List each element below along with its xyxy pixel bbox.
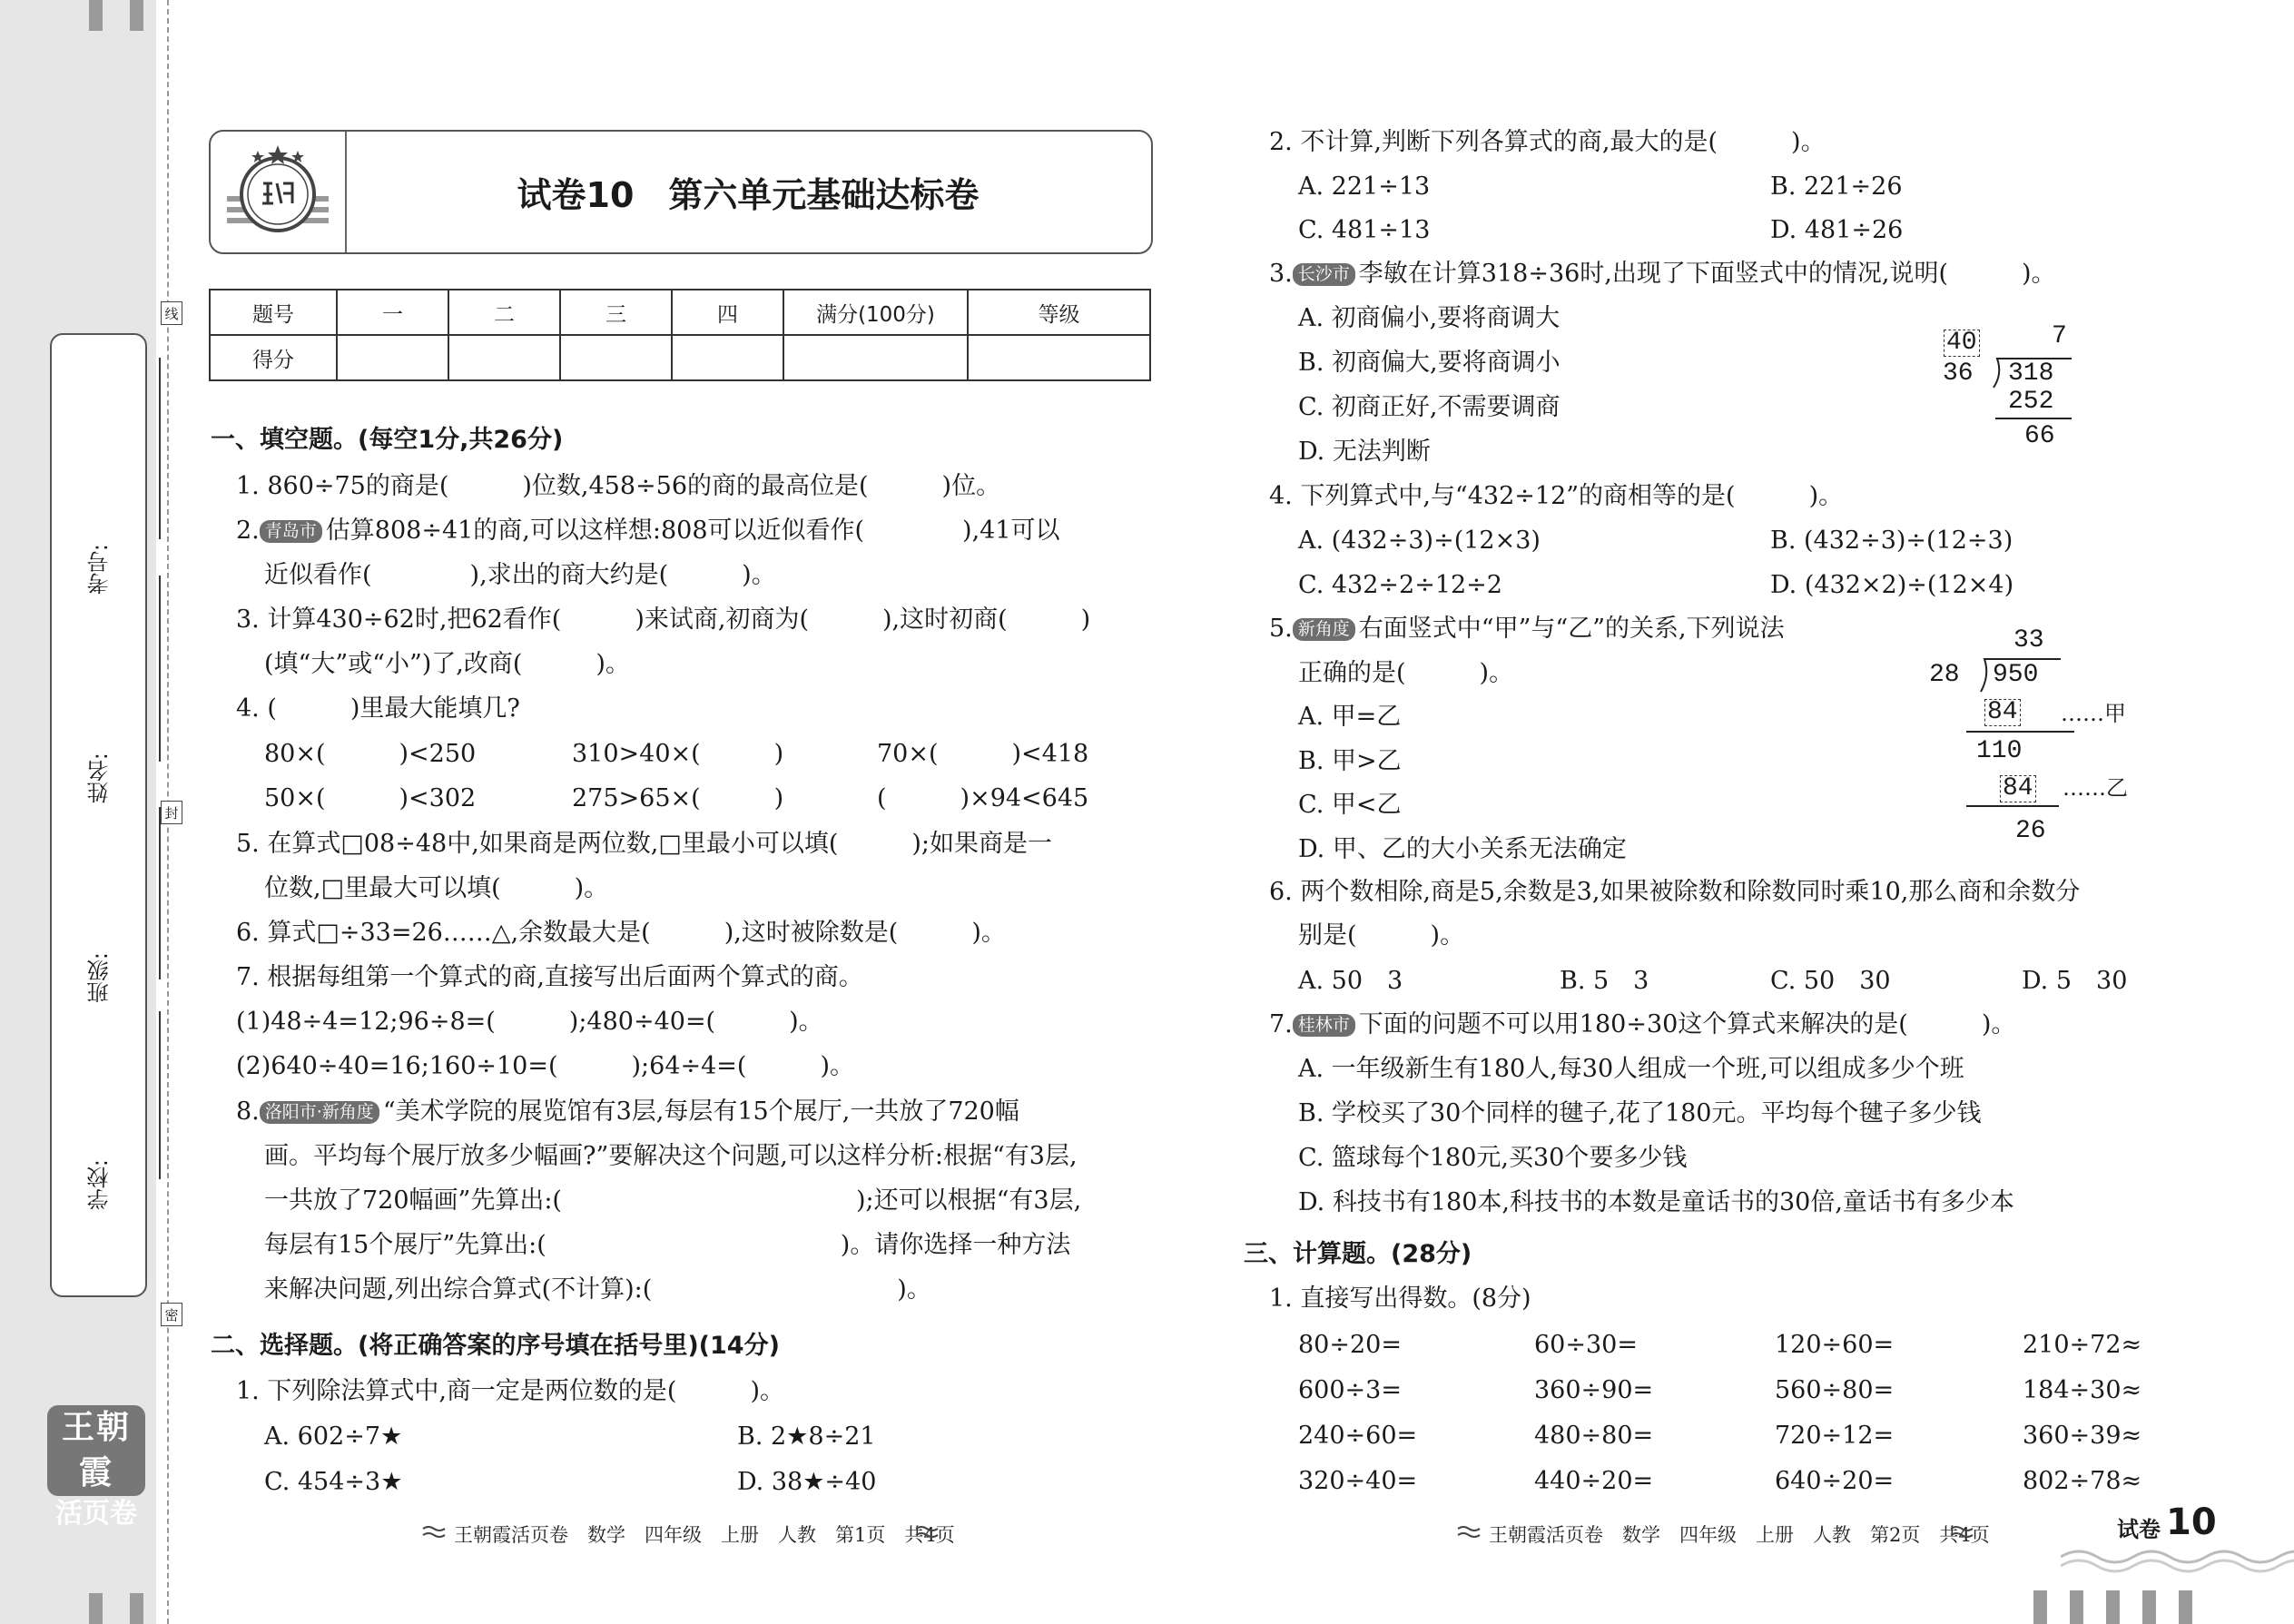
division-bracket xyxy=(1925,625,2161,851)
question-text: 1. 860÷75的商是( )位数,458÷56的商的最高位是( )位。 xyxy=(236,472,1001,500)
paper-label: 试卷 xyxy=(2117,1517,2161,1542)
section-fill-in-heading: 一、填空题。(每空1分,共26分) xyxy=(211,426,564,454)
calc-item: 320÷40= xyxy=(1298,1467,1418,1495)
choice-option: C. 篮球每个180元,买30个要多少钱 xyxy=(1298,1144,1688,1172)
name-input-line[interactable] xyxy=(159,576,161,762)
choice-option: B. 5 3 xyxy=(1560,967,1649,995)
question-text xyxy=(1269,1010,2015,1039)
partial-remainder: 110 xyxy=(1976,737,2023,765)
dividend: 318 xyxy=(2008,359,2054,388)
choice-option: A. 一年级新生有180人,每30人组成一个班,可以组成多少个班 xyxy=(1298,1055,1964,1083)
class-input-line[interactable] xyxy=(159,807,161,979)
edge-mark xyxy=(2033,1590,2047,1624)
section-calc-heading: 三、计算题。(28分) xyxy=(1244,1240,1472,1268)
long-division-2 xyxy=(1925,625,2161,851)
question-text: 2. 不计算,判断下列各算式的商,最大的是( )。 xyxy=(1269,128,1826,156)
cut-mark-secret: 密 xyxy=(161,1303,182,1326)
score-cell[interactable] xyxy=(560,335,672,380)
choice-option: B. (432÷3)÷(12÷3) xyxy=(1770,527,2013,555)
question-number: 8. xyxy=(236,1097,260,1126)
question-text: 1. 下列除法算式中,商一定是两位数的是( )。 xyxy=(236,1377,784,1405)
choice-option: C. 432÷2÷12÷2 xyxy=(1298,571,1502,599)
brand-subtitle: 活页卷 xyxy=(55,1498,137,1530)
label-yi: ……乙 xyxy=(2063,775,2128,801)
calc-item: 720÷12= xyxy=(1775,1422,1895,1450)
calc-item: 184÷30≈ xyxy=(2023,1376,2142,1404)
choice-option: C. 454÷3★ xyxy=(264,1468,403,1496)
edge-mark xyxy=(130,0,143,31)
cut-mark-line: 线 xyxy=(161,301,182,325)
question-number: 5. xyxy=(1269,615,1293,643)
score-cell[interactable] xyxy=(337,335,448,380)
question-text: 正确的是( )。 xyxy=(1298,659,1514,687)
calc-item: 240÷60= xyxy=(1298,1422,1418,1450)
calc-item: 80÷20= xyxy=(1298,1331,1402,1359)
question-body: “美术学院的展览馆有3层,每层有15个展厅,一共放了720幅 xyxy=(382,1097,1019,1126)
choice-option: A. 221÷13 xyxy=(1298,172,1431,201)
region-tag: 桂林市 xyxy=(1293,1014,1355,1037)
choice-option: A. 甲=乙 xyxy=(1298,703,1402,731)
score-cell[interactable] xyxy=(672,335,783,380)
question-number: 3. xyxy=(1269,260,1293,288)
question-text xyxy=(236,1097,1019,1127)
question-text: 来解决问题,列出综合算式(不计算):( )。 xyxy=(264,1275,931,1304)
school-input-line[interactable] xyxy=(159,1011,161,1179)
edge-mark xyxy=(130,1593,143,1624)
question-text: (1)48÷4=12;96÷8=( );480÷40=( )。 xyxy=(236,1008,823,1036)
question-text: 一共放了720幅画”先算出:( );还可以根据“有3层, xyxy=(264,1186,1082,1215)
partial-product-jia: 84 xyxy=(1984,699,2021,726)
calc-item: 210÷72≈ xyxy=(2023,1331,2142,1359)
region-tag: 青岛市 xyxy=(260,520,322,543)
question-text: (填“大”或“小”)了,改商( )。 xyxy=(264,650,630,678)
choice-option: D. (432×2)÷(12×4) xyxy=(1770,571,2014,599)
region-tag: 新角度 xyxy=(1293,618,1355,641)
score-header-cell: 等级 xyxy=(968,290,1150,335)
final-remainder: 26 xyxy=(2015,817,2046,845)
edge-mark xyxy=(2179,1590,2192,1624)
choice-option: D. 无法判断 xyxy=(1298,438,1431,466)
score-header-cell: 二 xyxy=(448,290,560,335)
choice-option: A. 初商偏小,要将商调大 xyxy=(1298,304,1561,332)
score-row-label: 得分 xyxy=(210,335,337,380)
question-text: 6. 两个数相除,商是5,余数是3,如果被除数和除数同时乘10,那么商和余数分 xyxy=(1269,878,2081,906)
student-info-card xyxy=(50,333,147,1297)
calc-item: 600÷3= xyxy=(1298,1376,1402,1404)
inequality: 70×( )<418 xyxy=(877,740,1089,768)
question-body: 右面竖式中“甲”与“乙”的关系,下列说法 xyxy=(1358,615,1785,643)
score-cell[interactable] xyxy=(448,335,560,380)
question-text: 近似看作( ),求出的商大约是( )。 xyxy=(264,561,776,589)
choice-option: D. 甲、乙的大小关系无法确定 xyxy=(1298,835,1627,863)
choice-option: C. 481÷13 xyxy=(1298,216,1431,244)
exam-number-label: 考号: xyxy=(87,544,113,595)
question-text: 别是( )。 xyxy=(1298,921,1465,950)
choice-option: B. 学校买了30个同样的毽子,花了180元。平均每个毽子多少钱 xyxy=(1298,1099,1982,1127)
calc-item: 560÷80= xyxy=(1775,1376,1895,1404)
paper-number: 10 xyxy=(2166,1501,2217,1543)
partial-product-yi: 84 xyxy=(2000,775,2036,802)
score-header-cell: 一 xyxy=(337,290,448,335)
edge-mark xyxy=(2070,1590,2083,1624)
choice-option: C. 50 30 xyxy=(1770,967,1891,995)
calc-item: 360÷39≈ xyxy=(2023,1422,2142,1450)
calc-item: 480÷80= xyxy=(1534,1422,1654,1450)
wave-icon xyxy=(1457,1525,1481,1540)
choice-option: A. (432÷3)÷(12×3) xyxy=(1298,527,1541,555)
wave-icon xyxy=(1950,1525,1974,1540)
question-text: 画。平均每个展厅放多少幅画?”要解决这个问题,可以这样分析:根据“有3层, xyxy=(264,1142,1078,1170)
school-label: 学校: xyxy=(87,1159,113,1211)
edge-mark xyxy=(89,1593,103,1624)
exam-number-input-line[interactable] xyxy=(159,358,161,539)
question-text: 5. 在算式□08÷48中,如果商是两位数,□里最小可以填( );如果商是一 xyxy=(236,830,1053,858)
choice-option: B. 2★8÷21 xyxy=(737,1422,876,1451)
inequality: 275>65×( ) xyxy=(572,784,784,812)
score-header-cell: 三 xyxy=(560,290,672,335)
region-tag: 洛阳市·新角度 xyxy=(260,1101,379,1124)
page-footer: 王朝霞活页卷 数学 四年级 上册 人教 第2页 共4页 xyxy=(1489,1524,1990,1546)
inequality: 80×( )<250 xyxy=(264,740,477,768)
calc-item: 60÷30= xyxy=(1534,1331,1638,1359)
question-text: 位数,□里最大可以填( )。 xyxy=(264,874,609,902)
question-text: 3. 计算430÷62时,把62看作( )来试商,初商为( ),这时初商( ) xyxy=(236,605,1091,634)
school-emblem-icon xyxy=(227,143,329,245)
region-tag: 长沙市 xyxy=(1293,263,1355,286)
choice-option: B. 221÷26 xyxy=(1770,172,1903,201)
score-header-cell: 四 xyxy=(672,290,783,335)
question-text xyxy=(236,517,1060,546)
name-label: 姓名: xyxy=(87,753,113,804)
question-number: 7. xyxy=(1269,1010,1293,1038)
choice-option: A. 602÷7★ xyxy=(264,1422,403,1451)
page-title: 试卷10 第六单元基础达标卷 xyxy=(517,175,980,215)
score-header-cell: 满分(100分) xyxy=(783,290,968,335)
choice-option: B. 甲>乙 xyxy=(1298,747,1402,775)
cut-mark-seal: 封 xyxy=(161,801,182,824)
question-text: 1. 直接写出得数。(8分) xyxy=(1269,1284,1531,1313)
question-text: 7. 根据每组第一个算式的商,直接写出后面两个算式的商。 xyxy=(236,963,863,991)
edge-mark xyxy=(89,0,103,31)
divisor: 28 xyxy=(1929,661,1960,689)
choice-option: D. 科技书有180本,科技书的本数是童话书的30倍,童话书有多少本 xyxy=(1298,1188,2014,1216)
choice-option: D. 5 30 xyxy=(2022,967,2128,995)
wave-icon xyxy=(915,1525,939,1540)
score-table xyxy=(209,289,1151,381)
class-label: 班级: xyxy=(87,952,113,1004)
section-choice-heading: 二、选择题。(将正确答案的序号填在括号里)(14分) xyxy=(211,1332,780,1360)
score-header-cell: 题号 xyxy=(210,290,337,335)
question-text: 4. ( )里最大能填几? xyxy=(236,694,520,723)
calc-item: 640÷20= xyxy=(1775,1467,1895,1495)
inequality: 50×( )<302 xyxy=(264,784,477,812)
question-text: 每层有15个展厅”先算出:( )。请你选择一种方法 xyxy=(264,1231,1071,1259)
choice-option: D. 481÷26 xyxy=(1770,216,1904,244)
question-text: 4. 下列算式中,与“432÷12”的商相等的是( )。 xyxy=(1269,482,1844,510)
dividend: 950 xyxy=(1993,661,2039,689)
calc-item: 360÷90= xyxy=(1534,1376,1654,1404)
calc-item: 120÷60= xyxy=(1775,1331,1895,1359)
page-footer: 王朝霞活页卷 数学 四年级 上册 人教 第1页 共4页 xyxy=(454,1524,955,1546)
score-cell[interactable] xyxy=(783,335,968,380)
edge-mark xyxy=(2106,1590,2120,1624)
choice-option: D. 38★÷40 xyxy=(737,1468,877,1496)
estimate-box: 40 xyxy=(1944,330,1980,357)
score-cell[interactable] xyxy=(968,335,1150,380)
calc-item: 440÷20= xyxy=(1534,1467,1654,1495)
question-text xyxy=(1269,260,2056,289)
question-body: 李敏在计算318÷36时,出现了下面竖式中的情况,说明( )。 xyxy=(1358,260,2056,288)
inequality: 310>40×( ) xyxy=(572,740,784,768)
question-text xyxy=(1269,615,1785,644)
division-bracket xyxy=(1934,322,2088,458)
question-text: (2)640÷40=16;160÷10=( );64÷4=( )。 xyxy=(236,1052,854,1080)
question-body: 下面的问题不可以用180÷30这个算式来解决的是( )。 xyxy=(1358,1010,2016,1038)
choice-option: C. 初商正好,不需要调商 xyxy=(1298,393,1561,421)
long-division-1 xyxy=(1934,322,2088,458)
quotient: 7 xyxy=(2052,322,2067,350)
choice-option: C. 甲<乙 xyxy=(1298,791,1402,819)
label-jia: ……甲 xyxy=(2061,701,2126,726)
wave-icon xyxy=(422,1525,446,1540)
divisor: 36 xyxy=(1943,359,1974,388)
choice-option: B. 初商偏大,要将商调小 xyxy=(1298,349,1561,377)
edge-mark xyxy=(2142,1590,2156,1624)
title-box xyxy=(209,130,1153,254)
inequality: ( )×94<645 xyxy=(877,784,1089,812)
brand-logo xyxy=(47,1405,145,1530)
question-number: 2. xyxy=(236,517,260,545)
question-body: 估算808÷41的商,可以这样想:808可以近似看作( ),41可以 xyxy=(325,517,1060,545)
partial-product: 252 xyxy=(2008,388,2054,416)
brand-name: 王朝霞 xyxy=(61,1409,131,1491)
quotient: 33 xyxy=(2013,626,2044,655)
choice-option: A. 50 3 xyxy=(1298,967,1403,995)
calc-item: 802÷78≈ xyxy=(2023,1467,2142,1495)
question-text: 6. 算式□÷33=26……△,余数最大是( ),这时被除数是( )。 xyxy=(236,919,1006,947)
remainder: 66 xyxy=(2024,422,2055,450)
